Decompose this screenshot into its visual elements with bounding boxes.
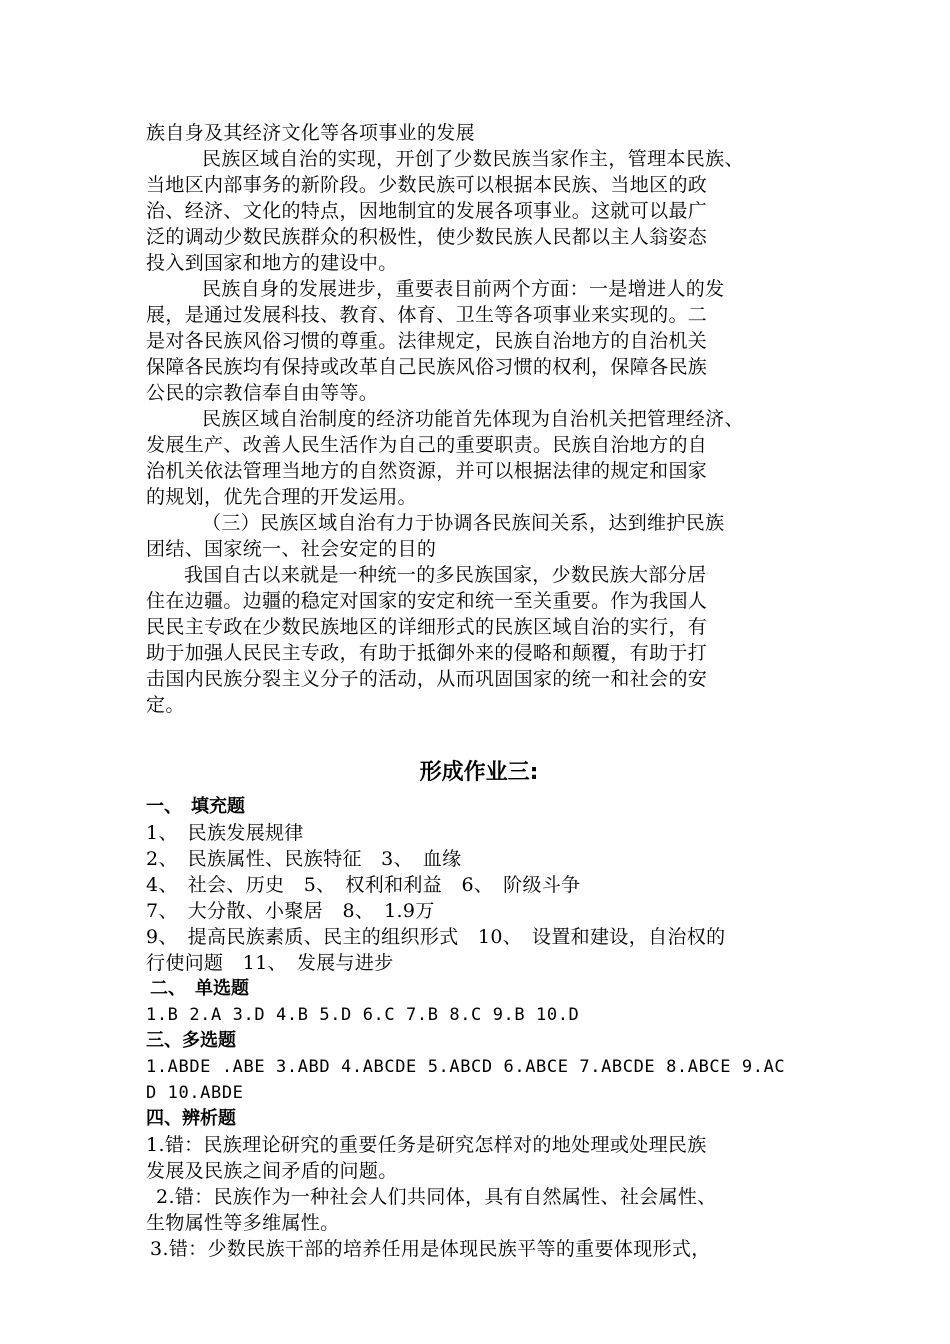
paragraph-line: 住在边疆。边疆的稳定对国家的安定和统一至关重要。作为我国人 xyxy=(146,590,708,612)
paragraph-line: 展，是通过发展科技、教育、体育、卫生等各项事业来实现的。二 xyxy=(146,304,708,326)
paragraph-line: 治机关依法管理当地方的自然资源，并可以根据法律的规定和国家 xyxy=(146,460,708,482)
paragraph-line: 民族区域自治的实现，开创了少数民族当家作主，管理本民族、 xyxy=(202,148,744,170)
paragraph-line: 助于加强人民民主专政，有助于抵御外来的侵略和颠覆，有助于打 xyxy=(146,642,708,664)
section-heading-single-choice: 二、 单选题 xyxy=(150,978,249,999)
paragraph-line: 治、经济、文化的特点，因地制宜的发展各项事业。这就可以最广 xyxy=(146,200,708,222)
answer-line: 4、 社会、历史 5、 权利和利益 6、 阶级斗争 xyxy=(146,874,581,896)
assignment-title: 形成作业三: xyxy=(419,760,539,785)
paragraph-line: 民族自身的发展进步，重要表目前两个方面：一是增进人的发 xyxy=(202,278,725,300)
answer-line: 发展及民族之间矛盾的问题。 xyxy=(146,1160,398,1182)
answer-line: 7、 大分散、小聚居 8、 1.9万 xyxy=(146,900,435,922)
document-page xyxy=(146,120,812,1262)
answer-line: D 10.ABDE xyxy=(146,1083,244,1103)
paragraph-line: 定。 xyxy=(146,694,185,716)
paragraph-line: 民民主专政在少数民族地区的详细形式的民族区域自治的实行，有 xyxy=(146,616,708,638)
paragraph-line: 公民的宗教信奉自由等等。 xyxy=(146,382,379,404)
paragraph-line: 我国自古以来就是一种统一的多民族国家，少数民族大部分居 xyxy=(184,564,707,586)
paragraph-line: 民族区域自治制度的经济功能首先体现为自治机关把管理经济、 xyxy=(202,408,744,430)
answer-line: 1.错：民族理论研究的重要任务是研究怎样对的地处理或处理民族 xyxy=(146,1134,707,1156)
answer-line: 3.错：少数民族干部的培养任用是体现民族平等的重要体现形式， xyxy=(150,1238,711,1260)
paragraph-line: 发展生产、改善人民生活作为自己的重要职责。民族自治地方的自 xyxy=(146,434,708,456)
paragraph-line: 是对各民族风俗习惯的尊重。法律规定，民族自治地方的自治机关 xyxy=(146,330,708,352)
subsection-heading-line: 团结、国家统一、社会安定的目的 xyxy=(146,538,437,560)
section-heading-multiple-choice: 三、多选题 xyxy=(146,1030,236,1051)
section-heading-analysis: 四、辨析题 xyxy=(146,1108,236,1129)
paragraph-line: 击国内民族分裂主义分子的活动，从而巩固国家的统一和社会的安 xyxy=(146,668,708,690)
answer-line: 2.错：民族作为一种社会人们共同体，具有自然属性、社会属性、 xyxy=(156,1186,717,1208)
section-heading-fill-in: 一、 填充题 xyxy=(146,796,245,817)
paragraph-line: 当地区内部事务的新阶段。少数民族可以根据本民族、当地区的政 xyxy=(146,174,708,196)
subsection-heading-line: （三）民族区域自治有力于协调各民族间关系，达到维护民族 xyxy=(202,512,725,534)
answer-line: 1.B 2.A 3.D 4.B 5.D 6.C 7.B 8.C 9.B 10.D xyxy=(146,1005,580,1025)
paragraph-line: 族自身及其经济文化等各项事业的发展 xyxy=(146,122,475,144)
answer-line: 9、 提高民族素质、民主的组织形式 10、 设置和建设，自治权的 xyxy=(146,926,726,948)
answer-line: 生物属性等多维属性。 xyxy=(146,1212,340,1234)
answer-line: 1.ABDE .ABE 3.ABD 4.ABCDE 5.ABCD 6.ABCE 7.ABCDE 8.ABCE 9.AC xyxy=(146,1057,786,1077)
answer-line: 1、 民族发展规律 xyxy=(146,822,304,844)
paragraph-line: 的规划，优先合理的开发运用。 xyxy=(146,486,417,508)
answer-line: 2、 民族属性、民族特征 3、 血缘 xyxy=(146,848,462,870)
paragraph-line: 泛的调动少数民族群众的积极性，使少数民族人民都以主人翁姿态 xyxy=(146,226,708,248)
answer-line: 行使问题 11、 发展与进步 xyxy=(146,952,394,974)
paragraph-line: 投入到国家和地方的建设中。 xyxy=(146,252,398,274)
paragraph-line: 保障各民族均有保持或改革自己民族风俗习惯的权利，保障各民族 xyxy=(146,356,708,378)
